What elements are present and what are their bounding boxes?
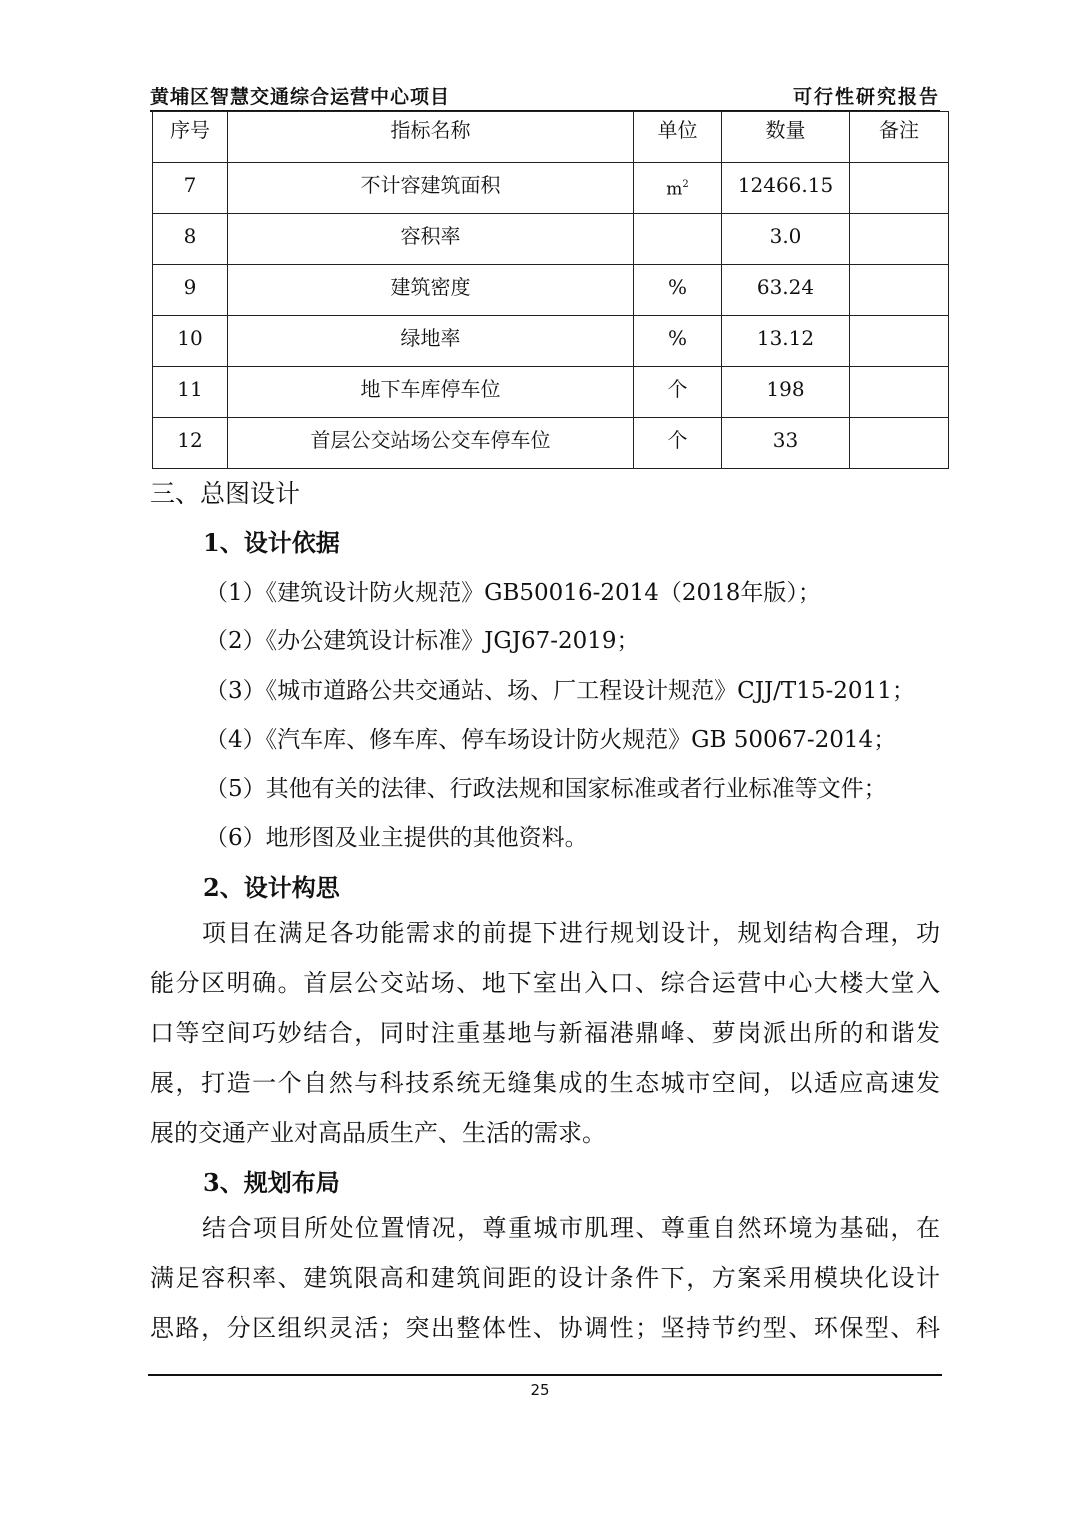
cell-note: [850, 265, 949, 316]
cell-note: [850, 214, 949, 265]
cell-qty: 198: [722, 367, 850, 418]
cell-unit: %: [634, 265, 722, 316]
cell-note: [850, 163, 949, 214]
paragraph-line: 结合项目所处位置情况，尊重城市肌理、尊重自然环境为基础，在: [202, 1214, 940, 1242]
cell-qty: 12466.15: [722, 163, 850, 214]
indicator-table: [152, 111, 949, 469]
paragraph-line: 思路，分区组织灵活；突出整体性、协调性；坚持节约型、环保型、科: [150, 1314, 940, 1342]
cell-unit: 个: [634, 418, 722, 469]
col-header-no: 序号: [153, 112, 228, 163]
cell-no: 12: [153, 418, 228, 469]
cell-name: 绿地率: [228, 316, 634, 367]
basis-item: （1）《建筑设计防火规范》GB50016-2014（2018年版）；: [205, 580, 821, 606]
basis-item: （4）《汽车库、修车库、停车场设计防火规范》GB 50067-2014；: [205, 727, 897, 753]
cell-name: 首层公交站场公交车停车位: [228, 418, 634, 469]
table-row: [153, 418, 949, 469]
concept-paragraph: [150, 908, 940, 1158]
table-row: [153, 265, 949, 316]
cell-unit: %: [634, 316, 722, 367]
subsection-title-concept: 2、设计构思: [203, 873, 340, 902]
cell-name: 建筑密度: [228, 265, 634, 316]
cell-unit: [634, 214, 722, 265]
section-title: 三、总图设计: [150, 479, 301, 508]
layout-paragraph: [150, 1203, 940, 1353]
cell-note: [850, 418, 949, 469]
col-header-name: 指标名称: [228, 112, 634, 163]
basis-item: （6）地形图及业主提供的其他资料。: [205, 825, 588, 851]
table-row: [153, 316, 949, 367]
cell-unit: [634, 163, 722, 214]
basis-item: （5）其他有关的法律、行政法规和国家标准或者行业标准等文件；: [205, 776, 887, 802]
unit-superscript: 2: [682, 179, 689, 190]
cell-name: 不计容建筑面积: [228, 163, 634, 214]
cell-qty: 3.0: [722, 214, 850, 265]
cell-no: 11: [153, 367, 228, 418]
col-header-note: 备注: [850, 112, 949, 163]
report-type: 可行性研究报告: [792, 86, 940, 108]
cell-no: 8: [153, 214, 228, 265]
cell-qty: 63.24: [722, 265, 850, 316]
unit-text: m: [666, 179, 683, 200]
cell-note: [850, 367, 949, 418]
cell-name: 地下车库停车位: [228, 367, 634, 418]
cell-qty: 13.12: [722, 316, 850, 367]
table-header-row: [153, 112, 949, 163]
footer-divider: [148, 1374, 942, 1376]
paragraph-line: 展的交通产业对高品质生产、生活的需求。: [150, 1119, 606, 1147]
table-row: [153, 214, 949, 265]
paragraph-line: 展，打造一个自然与科技系统无缝集成的生态城市空间，以适应高速发: [150, 1069, 940, 1097]
table-row: [153, 163, 949, 214]
cell-unit: 个: [634, 367, 722, 418]
subsection-title-layout: 3、规划布局: [203, 1168, 340, 1197]
cell-note: [850, 316, 949, 367]
cell-no: 9: [153, 265, 228, 316]
cell-name: 容积率: [228, 214, 634, 265]
paragraph-line: 满足容积率、建筑限高和建筑间距的设计条件下，方案采用模块化设计: [150, 1264, 940, 1292]
cell-no: 7: [153, 163, 228, 214]
page-number: 25: [530, 1381, 550, 1399]
basis-item: （2）《办公建筑设计标准》JGJ67-2019；: [205, 628, 640, 654]
cell-qty: 33: [722, 418, 850, 469]
paragraph-line: 口等空间巧妙结合，同时注重基地与新福港鼎峰、萝岗派出所的和谐发: [150, 1019, 940, 1047]
subsection-title-basis: 1、设计依据: [203, 528, 340, 557]
paragraph-line: 能分区明确。首层公交站场、地下室出入口、综合运营中心大楼大堂入: [150, 969, 940, 997]
col-header-unit: 单位: [634, 112, 722, 163]
paragraph-line: 项目在满足各功能需求的前提下进行规划设计，规划结构合理，功: [202, 919, 940, 947]
project-title: 黄埔区智慧交通综合运营中心项目: [150, 86, 451, 108]
col-header-qty: 数量: [722, 112, 850, 163]
cell-no: 10: [153, 316, 228, 367]
table-row: [153, 367, 949, 418]
page-header: [150, 80, 940, 112]
basis-item: （3）《城市道路公共交通站、场、厂工程设计规范》CJJ/T15-2011；: [205, 678, 915, 704]
